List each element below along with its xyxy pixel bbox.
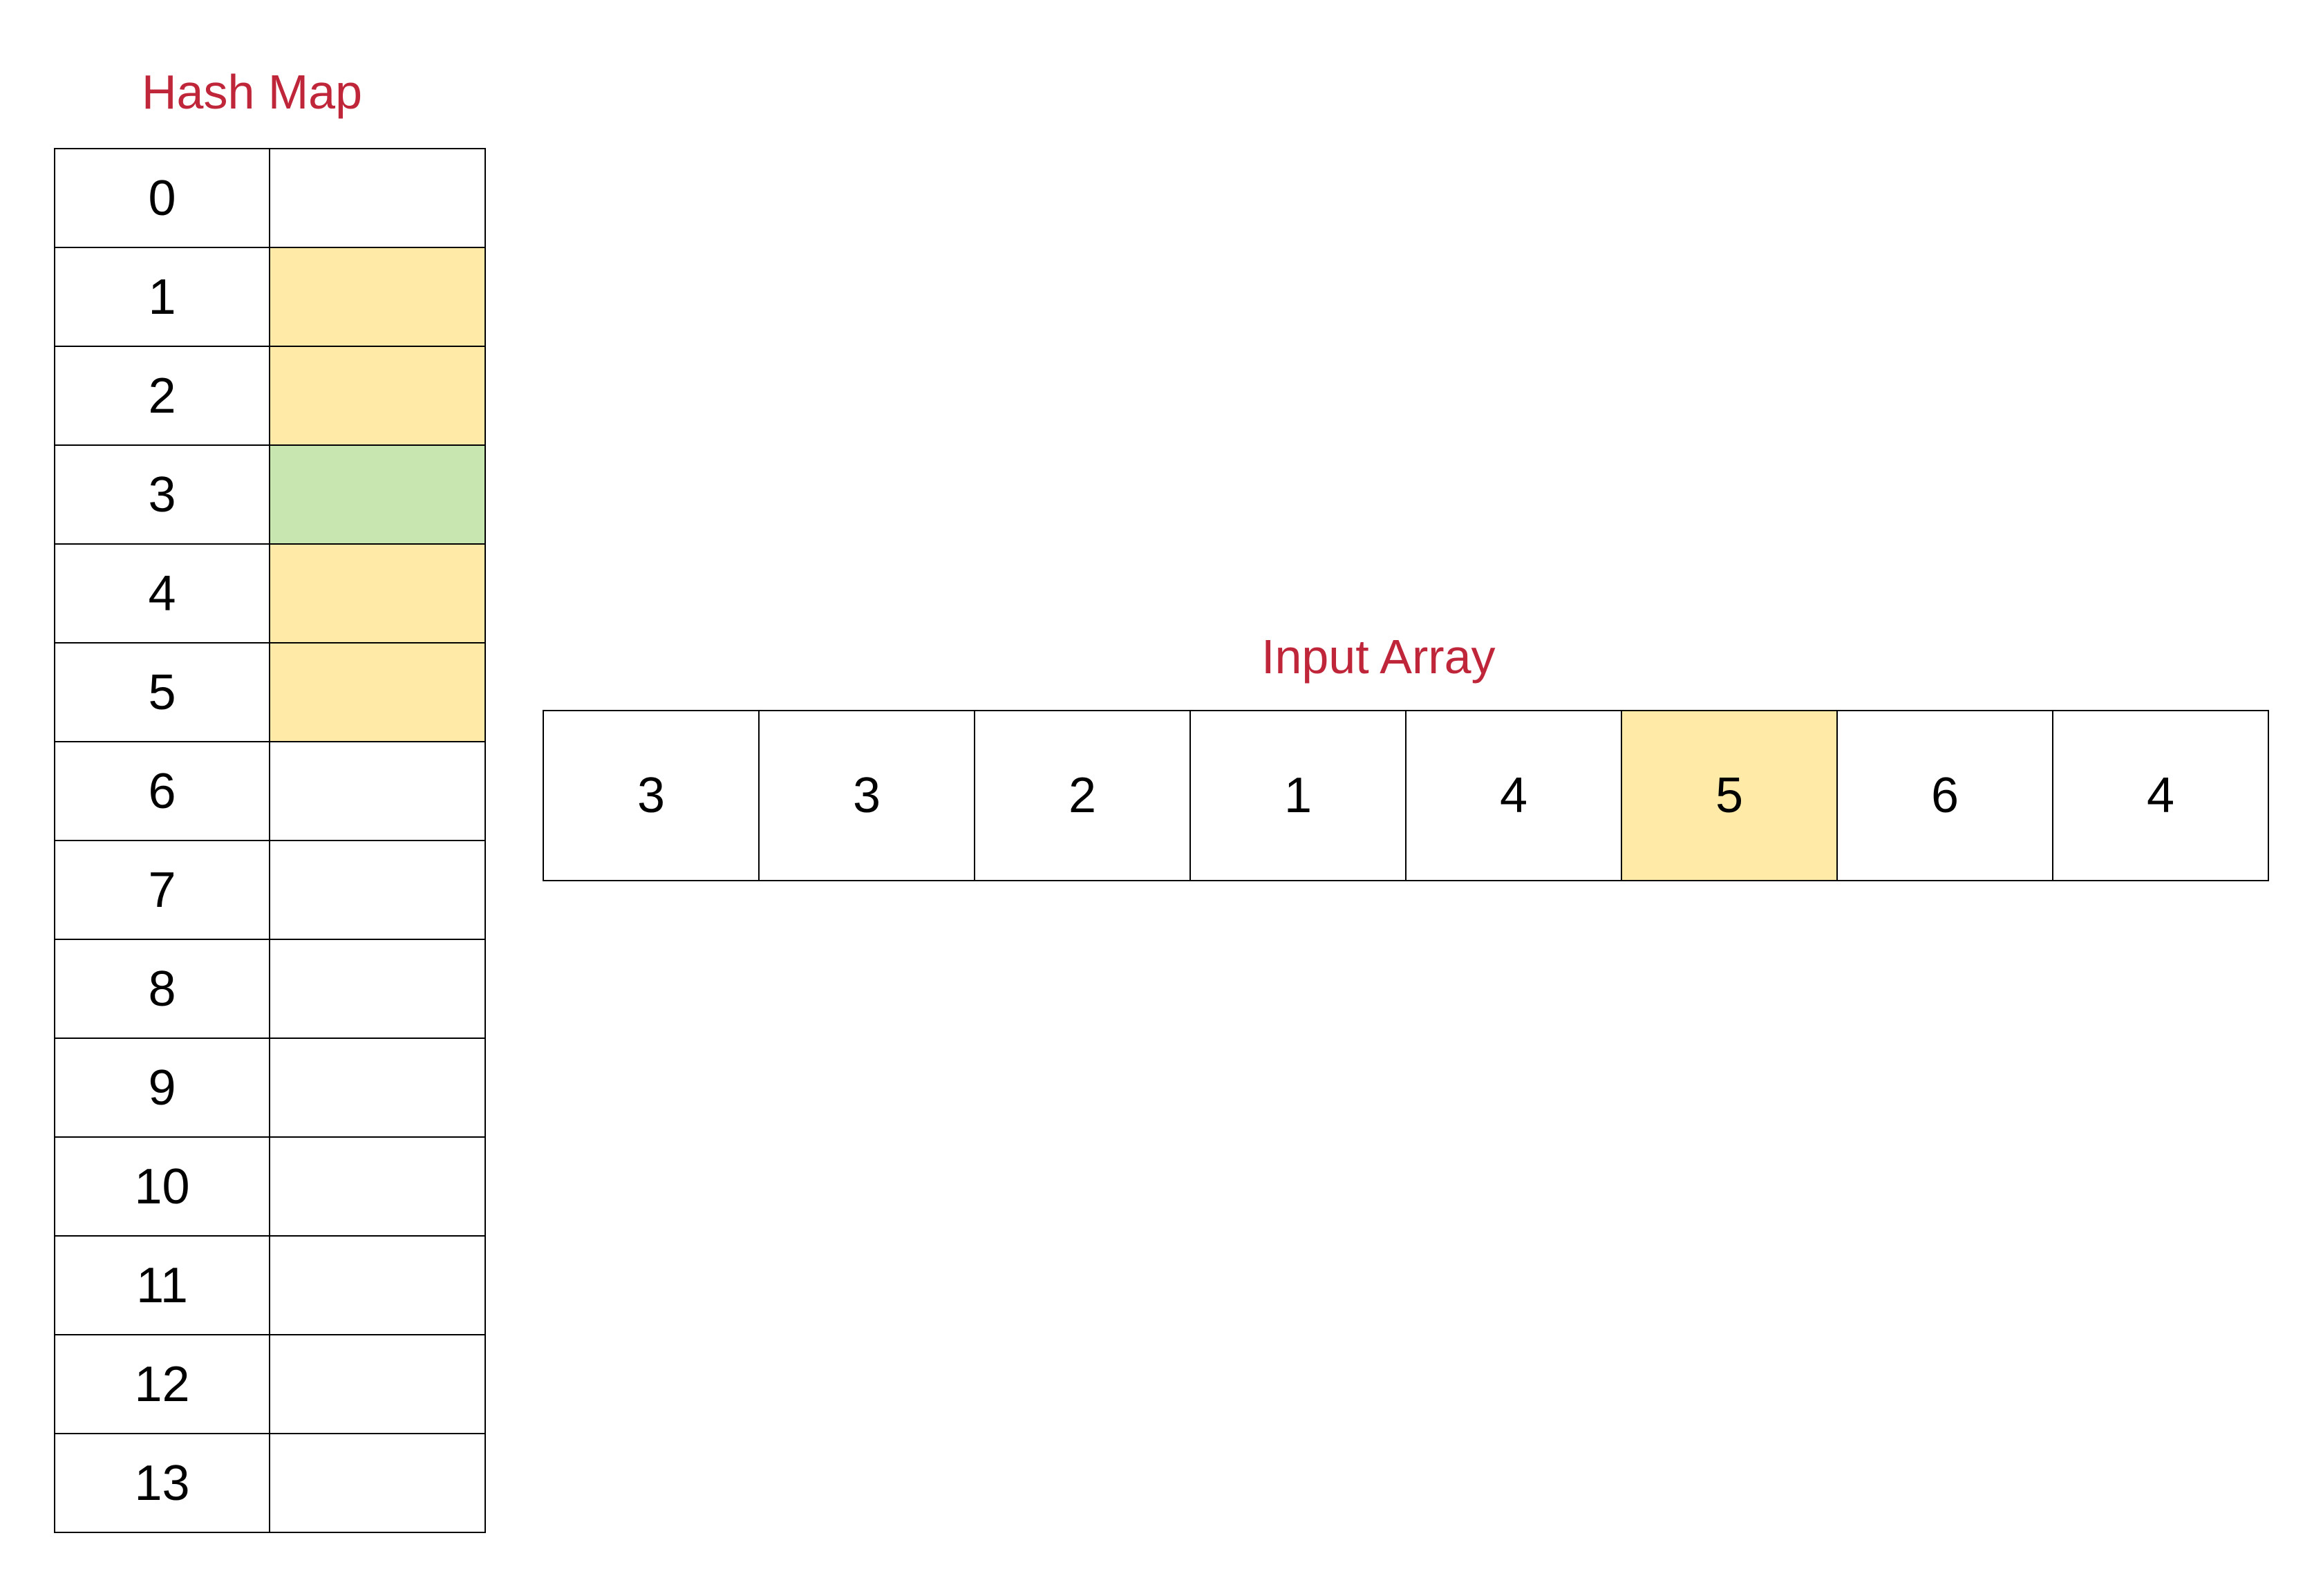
hash-map-key: 13 [55, 1434, 270, 1532]
hash-map-value-cell [270, 1237, 486, 1334]
hash-map-row [55, 248, 486, 347]
hash-map-row [55, 149, 486, 248]
hash-map-row [55, 545, 486, 644]
hash-map-value-cell [270, 742, 486, 840]
hash-map-key: 6 [55, 742, 270, 840]
hash-map-table [54, 148, 486, 1533]
hash-map-value-cell [270, 1039, 486, 1136]
input-array [543, 710, 2269, 881]
hash-map-key: 12 [55, 1335, 270, 1433]
hash-map-row [55, 1138, 486, 1237]
hash-map-row [55, 742, 486, 841]
hash-map-value-cell [270, 1335, 486, 1433]
array-cell: 6 [1838, 711, 2053, 880]
hash-map-title: Hash Map [142, 65, 363, 119]
hash-map-row [55, 1039, 486, 1138]
hash-map-key: 7 [55, 841, 270, 939]
hash-map-row [55, 940, 486, 1039]
hash-map-value-cell [270, 545, 486, 642]
hash-map-row [55, 347, 486, 446]
hash-map-key: 5 [55, 644, 270, 741]
hash-map-value-cell [270, 1434, 486, 1532]
array-cell: 4 [2053, 711, 2269, 880]
hash-map-value-cell [270, 1138, 486, 1235]
hash-map-key: 2 [55, 347, 270, 444]
array-cell: 2 [975, 711, 1191, 880]
hash-map-row [55, 1335, 486, 1434]
array-cell: 3 [760, 711, 975, 880]
hash-map-key: 10 [55, 1138, 270, 1235]
hash-map-row [55, 446, 486, 545]
hash-map-key: 0 [55, 149, 270, 247]
hash-map-key: 9 [55, 1039, 270, 1136]
hash-map-row [55, 1434, 486, 1533]
hash-map-value-cell [270, 841, 486, 939]
hash-map-row [55, 841, 486, 940]
array-cell: 3 [544, 711, 760, 880]
hash-map-value-cell [270, 248, 486, 346]
array-cell-highlighted: 5 [1622, 711, 1838, 880]
hash-map-key: 8 [55, 940, 270, 1038]
hash-map-key: 3 [55, 446, 270, 543]
hash-map-value-cell [270, 446, 486, 543]
hash-map-value-cell [270, 347, 486, 444]
hash-map-key: 1 [55, 248, 270, 346]
hash-map-value-cell [270, 149, 486, 247]
input-array-title: Input Array [1261, 630, 1496, 684]
hash-map-key: 4 [55, 545, 270, 642]
hash-map-key: 11 [55, 1237, 270, 1334]
array-cell: 4 [1407, 711, 1622, 880]
hash-map-value-cell [270, 644, 486, 741]
hash-map-row [55, 1237, 486, 1335]
hash-map-value-cell [270, 940, 486, 1038]
array-cell: 1 [1191, 711, 1407, 880]
hash-map-row [55, 644, 486, 742]
